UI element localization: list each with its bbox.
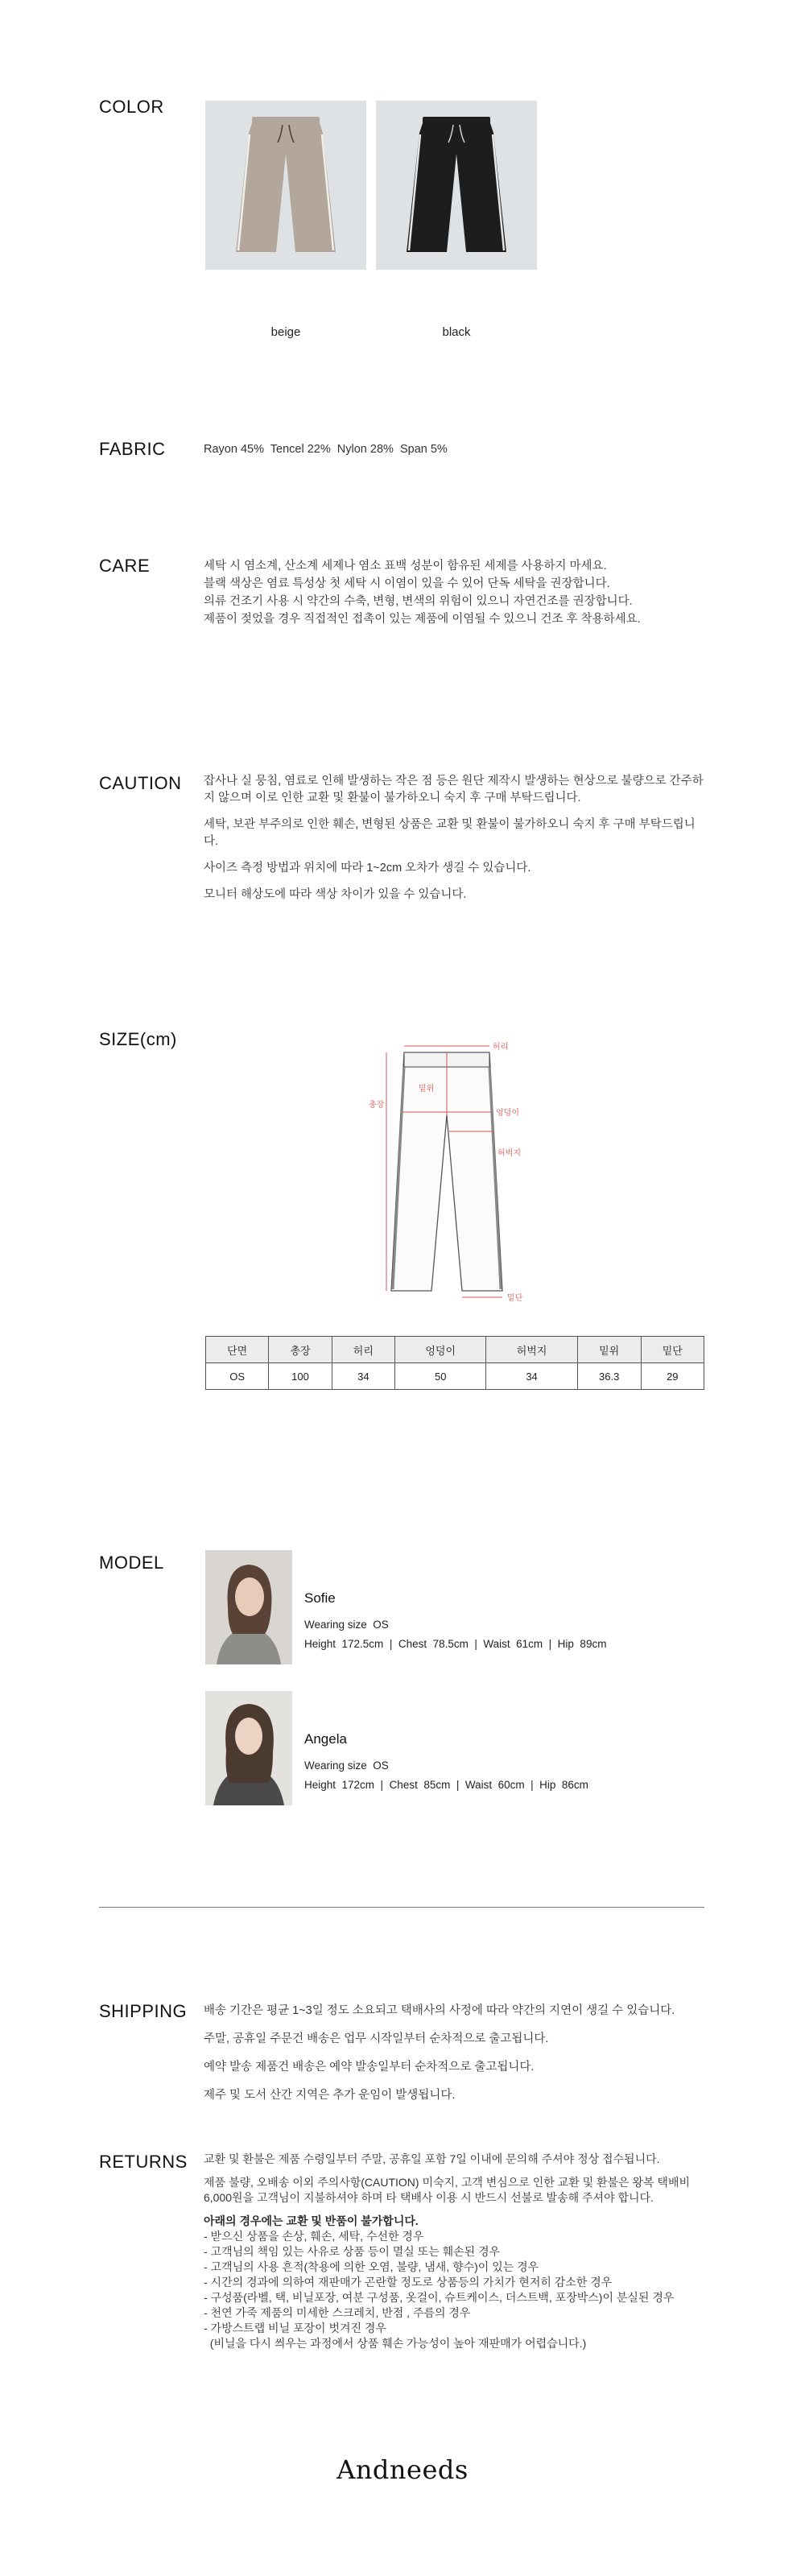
size-header-cell: 밑단	[641, 1337, 704, 1363]
size-table-header-row	[206, 1337, 704, 1363]
size-header-cell: 총장	[269, 1337, 332, 1363]
diagram-label-waist: 허리	[493, 1043, 509, 1052]
care-line: 세탁 시 염소계, 산소계 세제나 염소 표백 성분이 함유된 세제를 사용하지 마세요.	[204, 560, 607, 573]
care-section-title: CARE	[99, 556, 151, 576]
model-photo-sofie	[205, 1550, 292, 1664]
caution-item: 모니터 해상도에 따라 색상 차이가 있을 수 있습니다.	[204, 888, 467, 901]
care-line: 제품이 젖었을 경우 직접적인 접촉이 있는 제품에 이염될 수 있으니 건조 후 착용하세요.	[204, 613, 641, 626]
shipping-item: 주말, 공휴일 주문건 배송은 업무 시작일부터 순차적으로 출고됩니다.	[204, 2032, 549, 2045]
pants-beige-icon	[205, 101, 366, 270]
model-chest: Chest 85cm	[389, 1779, 451, 1791]
list-item: - 고객님의 책임 있는 사유로 상품 등이 멸실 또는 훼손된 경우	[204, 2245, 501, 2258]
returns-section-title: RETURNS	[99, 2152, 188, 2172]
diagram-label-rise: 밑위	[419, 1085, 435, 1094]
color-swatch-black[interactable]	[376, 101, 537, 270]
model-wearing-size: Wearing size OS	[304, 1759, 389, 1772]
size-diagram	[354, 1035, 564, 1309]
caution-section-title: CAUTION	[99, 773, 182, 793]
diagram-label-hip: 엉덩이	[496, 1109, 519, 1118]
size-header-cell: 엉덩이	[395, 1337, 486, 1363]
pants-black-shape	[407, 118, 506, 252]
list-item: - 받으신 상품을 손상, 훼손, 세탁, 수선한 경우	[204, 2230, 424, 2243]
care-line: 의류 건조기 사용 시 약간의 수축, 변형, 변색의 위험이 있으니 자연건조를 권장합니다.	[204, 595, 633, 608]
shipping-item: 제주 및 도서 산간 지역은 추가 운임이 발생됩니다.	[204, 2089, 456, 2102]
model-height: Height 172.5cm	[304, 1638, 384, 1650]
shipping-item: 배송 기간은 평균 1~3일 정도 소요되고 택배사의 사정에 따라 약간의 지연이 생길 수 있습니다.	[204, 2004, 675, 2017]
model-measurements: Height 172.5cm | Chest 78.5cm | Waist 61cm | Hip 89cm	[304, 1638, 607, 1650]
list-item: - 시간의 경과에 의하여 재판매가 곤란할 정도로 상품등의 가치가 현저히 감소한 경우	[204, 2276, 613, 2289]
caution-item: 세탁, 보관 부주의로 인한 훼손, 변형된 상품은 교환 및 환불이 불가하오니 숙지 후 구매 부탁드립니다.	[204, 818, 696, 848]
angela-face	[235, 1718, 262, 1755]
color-section-title: COLOR	[99, 97, 164, 117]
shipping-section-title: SHIPPING	[99, 2001, 188, 2021]
model-name-sofie: Sofie	[304, 1590, 336, 1606]
portrait-sofie-icon	[205, 1550, 292, 1664]
list-item: - 가방스트랩 비닐 포장이 벗겨진 경우	[204, 2322, 386, 2334]
fabric-composition: Rayon 45% Tencel 22% Nylon 28% Span 5%	[204, 443, 448, 456]
model-wearing-size: Wearing size OS	[304, 1619, 389, 1631]
list-item: - 고객님의 사용 흔적(착용에 의한 오염, 불량, 냄새, 향수)이 있는 경우	[204, 2260, 539, 2273]
caution-item: 사이즈 측정 방법과 위치에 따라 1~2cm 오차가 생길 수 있습니다.	[204, 862, 531, 875]
pants-black-waistband	[423, 117, 490, 125]
size-header-cell: 단면	[206, 1337, 269, 1363]
model-hip: Hip 89cm	[557, 1638, 607, 1650]
size-cell: 36.3	[577, 1363, 641, 1390]
shipping-item: 예약 발송 제품건 배송은 예약 발송일부터 순차적으로 출고됩니다.	[204, 2061, 535, 2074]
caution-text	[204, 773, 704, 913]
color-swatch-beige[interactable]	[205, 101, 366, 270]
model-photo-angela	[205, 1691, 292, 1805]
size-cell: 34	[486, 1363, 577, 1390]
diagram-label-hem: 밑단	[507, 1294, 523, 1303]
model-hip: Hip 86cm	[539, 1779, 588, 1791]
care-line: 블랙 색상은 염료 특성상 첫 세탁 시 이염이 있을 수 있어 단독 세탁을 권장합니다.	[204, 577, 610, 590]
size-cell: 29	[641, 1363, 704, 1390]
model-info-sofie	[304, 1615, 606, 1654]
section-divider	[99, 1907, 704, 1908]
size-header-cell: 허리	[332, 1337, 394, 1363]
size-cell: 50	[395, 1363, 486, 1390]
color-label-beige: beige	[270, 325, 301, 339]
list-item: - 천연 가죽 제품의 미세한 스크레치, 반점 , 주름의 경우	[204, 2306, 471, 2319]
model-chest: Chest 78.5cm	[398, 1638, 469, 1650]
size-cell: OS	[206, 1363, 269, 1390]
returns-text	[204, 2152, 706, 2351]
model-name-angela: Angela	[304, 1731, 347, 1747]
pants-black-icon	[376, 101, 537, 270]
returns-heading: 아래의 경우에는 교환 및 반품이 불가합니다.	[204, 2214, 419, 2227]
model-measurements: Height 172cm | Chest 85cm | Waist 60cm | Hip 86cm	[304, 1779, 588, 1791]
brand-logo: Andneeds	[336, 2454, 469, 2485]
size-cell: 100	[269, 1363, 332, 1390]
care-text	[204, 557, 703, 628]
color-label-black: black	[442, 325, 471, 339]
fabric-section-title: FABRIC	[99, 439, 166, 459]
size-header-cell: 밑위	[577, 1337, 641, 1363]
model-waist: Waist 61cm	[483, 1638, 543, 1650]
size-section-title: SIZE(cm)	[99, 1029, 177, 1049]
pants-beige-shape	[236, 118, 336, 252]
sofie-face	[235, 1577, 264, 1616]
diagram-label-thigh: 허벅지	[497, 1149, 521, 1158]
shipping-text	[204, 2003, 704, 2115]
pants-beige-waistband	[252, 117, 320, 125]
list-item: (비닐을 다시 씌우는 과정에서 상품 훼손 가능성이 높아 재판매가 어렵습니다.)	[204, 2337, 587, 2350]
size-cell: 34	[332, 1363, 394, 1390]
model-section-title: MODEL	[99, 1553, 164, 1573]
model-height: Height 172cm	[304, 1779, 375, 1791]
table-row	[206, 1363, 704, 1390]
diagram-label-total-length: 총장	[369, 1101, 385, 1110]
model-info-angela	[304, 1756, 588, 1795]
size-table	[205, 1336, 704, 1390]
model-waist: Waist 60cm	[464, 1779, 525, 1791]
list-item: - 구성품(라벨, 택, 비닐포장, 여분 구성품, 옷걸이, 슈트케이스, 더스트백, 포장박스)이 분실된 경우	[204, 2291, 675, 2304]
returns-policy: 제품 불량, 오배송 이외 주의사항(CAUTION) 미숙지, 고객 변심으로 인한 교환 및 환불은 왕복 택배비 6,000원을 고객님이 지불하셔야 하며 타 택배사 이용 시 반드시 선불로 발송해 주셔야 합니다.	[204, 2176, 691, 2204]
size-header-cell: 허벅지	[486, 1337, 577, 1363]
returns-list	[204, 2229, 706, 2351]
caution-item: 잡사나 실 뭉침, 염료로 인해 발생하는 작은 점 등은 원단 제작시 발생하는 현상으로 불량으로 간주하지 않으며 이로 인한 교환 및 환불이 불가하오니 숙지 후 구매 부탁드립니다.	[204, 775, 704, 804]
returns-intro: 교환 및 환불은 제품 수령일부터 주말, 공휴일 포함 7일 이내에 문의해 주셔야 정상 접수됩니다.	[204, 2152, 660, 2165]
portrait-angela-icon	[205, 1691, 292, 1805]
